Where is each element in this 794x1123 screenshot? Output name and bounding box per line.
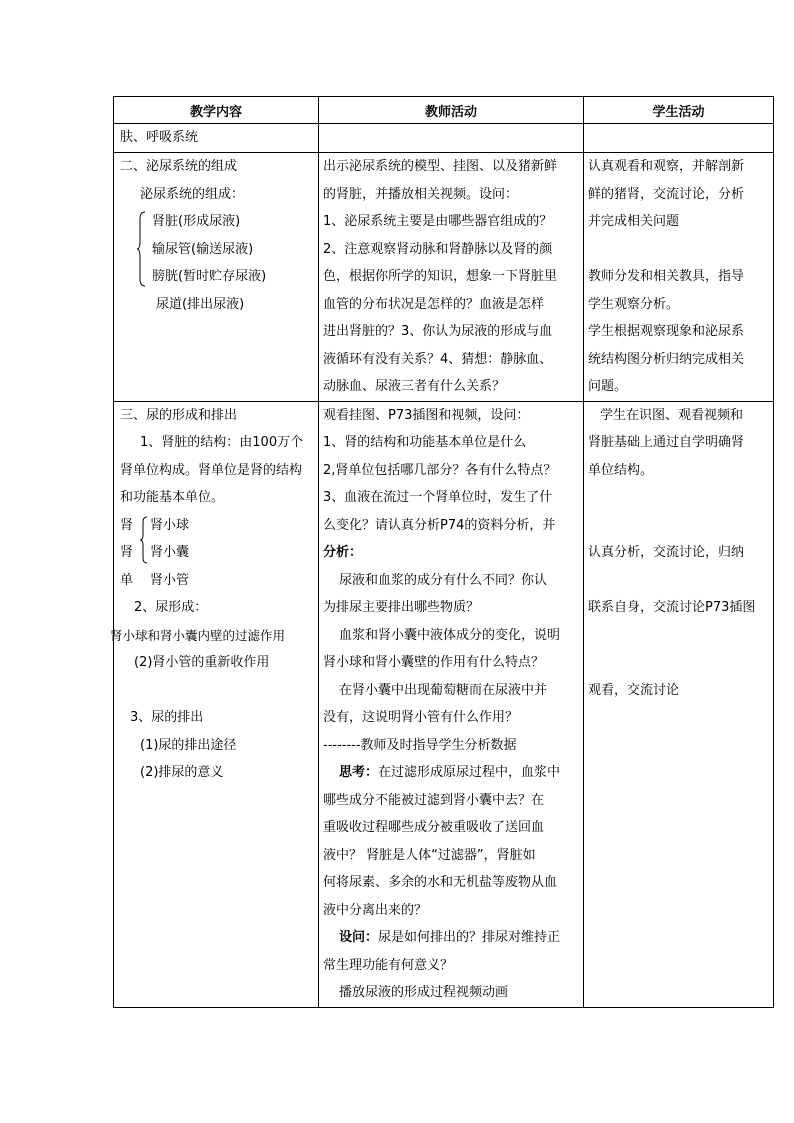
teacher-line: 分析： (323, 545, 363, 560)
teacher-line: 的肾脏，并播放相关视频。设问： (323, 186, 519, 202)
teacher-line: 进出肾脏的？3、你认为尿液的形成与血 (323, 324, 553, 339)
lesson-plan-table (110, 96, 774, 1008)
student-line: 联系自身，交流讨论P73插图 (588, 600, 756, 615)
student-line: 统结构图分析归纳完成相关 (588, 351, 745, 367)
structure-line: 1、肾脏的结构：由100万个 (140, 435, 304, 450)
teacher-line: 液中？ 肾脏是人体“过滤器”，肾脏如 (323, 847, 536, 863)
structure-line: 和功能基本单位。 (120, 490, 225, 505)
teacher-line: --------教师及时指导学生分析数据 (323, 737, 517, 753)
student-line: 并完成相关问题 (588, 214, 680, 229)
teacher-line: 没有，这说明肾小管有什么作用？ (323, 710, 519, 725)
header-teaching-content: 教学内容 (114, 97, 319, 124)
teacher-line: 观看挂图、P73插图和视频，设问： (323, 407, 530, 423)
table-row (114, 124, 774, 153)
student-line: 肾脏基础上通过自学明确肾 (588, 435, 745, 450)
teacher-line: 播放尿液的形成过程视频动画 (339, 985, 509, 1000)
student-line: 认真分析，交流讨论，归纳 (588, 545, 745, 560)
section-heading: 二、泌尿系统的组成 (120, 159, 238, 174)
formation-heading: 2、尿形成： (134, 600, 208, 615)
teacher-line: 尿是如何排出的？排尿对维持正 (378, 930, 561, 945)
teacher-line: 重吸收过程哪些成分被重吸收了送回血 (323, 820, 545, 835)
excretion-item: (2)排尿的意义 (140, 765, 224, 780)
teacher-line: 在过滤形成原尿过程中，血浆中 (378, 765, 561, 780)
teacher-line: 色，根据你所学的知识，想象一下肾脏里 (323, 269, 558, 284)
table-row (114, 153, 774, 402)
teacher-line: 血管的分布状况是怎样的？血液是怎样 (323, 296, 545, 312)
student-line: 学生观察分析。 (588, 296, 680, 312)
student-line: 鲜的猪肾，交流讨论，分析 (588, 186, 745, 202)
formation-process: 肾小球和肾小囊内壁的过滤作用 (110, 627, 286, 643)
teacher-line: 么变化？请认真分析P74的资料分析，并 (323, 517, 556, 533)
teacher-line: 1、泌尿系统主要是由哪些器官组成的？ (323, 214, 553, 229)
teacher-line: 2,肾单位包括哪几部分？各有什么特点？ (323, 462, 557, 478)
teacher-line: 尿液和血浆的成分有什么不同？你认 (339, 572, 548, 588)
list-item: 肾脏(形成尿液) (152, 214, 241, 229)
brace-icon (139, 516, 148, 564)
teacher-line: 何将尿素、多余的水和无机盐等废物从血 (323, 875, 558, 890)
list-item: 肾小管 (150, 572, 190, 588)
teacher-line: 肾小球和肾小囊壁的作用有什么特点？ (323, 655, 545, 670)
unit-char: 肾 (120, 517, 134, 533)
teacher-line: 2、注意观察肾动脉和肾静脉以及肾的颜 (323, 241, 553, 257)
teacher-line: 动脉血、尿液三者有什么关系？ (323, 379, 506, 394)
excretion-heading: 3、尿的排出 (130, 710, 204, 725)
brace-icon (136, 211, 146, 287)
unit-char: 单 (120, 572, 134, 588)
teacher-line: 为排尿主要排出哪些物质？ (323, 600, 480, 615)
table-row (114, 401, 774, 1007)
student-line: 问题。 (588, 379, 628, 394)
structure-line: 肾单位构成。肾单位是肾的结构 (120, 462, 303, 478)
list-item: 肾小囊 (150, 545, 190, 560)
teacher-line: 液中分离出来的？ (323, 902, 428, 918)
teacher-line: 1、肾的结构和功能基本单位是什么 (323, 435, 527, 450)
header-row (114, 97, 774, 124)
organ-list (114, 208, 318, 318)
row1-content: 肤、呼吸系统 (120, 130, 199, 145)
formation-process: (2)肾小管的重新收作用 (134, 655, 270, 670)
teacher-line: 哪些成分不能被过滤到肾小囊中去？在 (323, 792, 545, 808)
teacher-line: 血浆和肾小囊中液体成分的变化，说明 (339, 627, 561, 643)
student-line: 教师分发和相关教具，指导 (588, 269, 745, 284)
list-item: 输尿管(输送尿液) (152, 241, 254, 257)
think-label: 思考： (339, 765, 379, 780)
teacher-line: 出示泌尿系统的模型、挂图、以及猪新鲜 (323, 159, 558, 174)
teacher-line: 3、血液在流过一个肾单位时，发生了什 (323, 490, 553, 505)
student-line: 认真观看和观察，并解剖新 (588, 159, 745, 174)
excretion-item: (1)尿的排出途径 (140, 737, 237, 753)
header-student-activity: 学生活动 (584, 97, 774, 124)
section-heading: 三、尿的形成和排出 (120, 407, 238, 423)
student-line: 学生在识图、观看视频和 (600, 407, 744, 423)
student-line: 单位结构。 (588, 462, 654, 478)
student-line: 观看，交流讨论 (588, 682, 680, 698)
header-teacher-activity: 教师活动 (319, 97, 584, 124)
list-item: 膀胱(暂时贮存尿液) (152, 269, 267, 284)
teacher-line: 常生理功能有何意义？ (323, 957, 454, 973)
unit-char: 肾 (120, 545, 134, 560)
teacher-line: 液循环有没有关系？4、猜想：静脉血、 (323, 351, 553, 367)
list-item: 尿道(排出尿液) (156, 296, 245, 312)
ask-label: 设问： (339, 930, 379, 945)
student-line (584, 236, 773, 264)
student-line: 学生根据观察现象和泌尿系 (588, 324, 745, 339)
teacher-line: 在肾小囊中出现葡萄糖而在尿液中并 (339, 682, 548, 698)
section-subheading: 泌尿系统的组成： (140, 186, 245, 202)
list-item: 肾小球 (150, 517, 190, 533)
nephron-parts (114, 512, 318, 595)
